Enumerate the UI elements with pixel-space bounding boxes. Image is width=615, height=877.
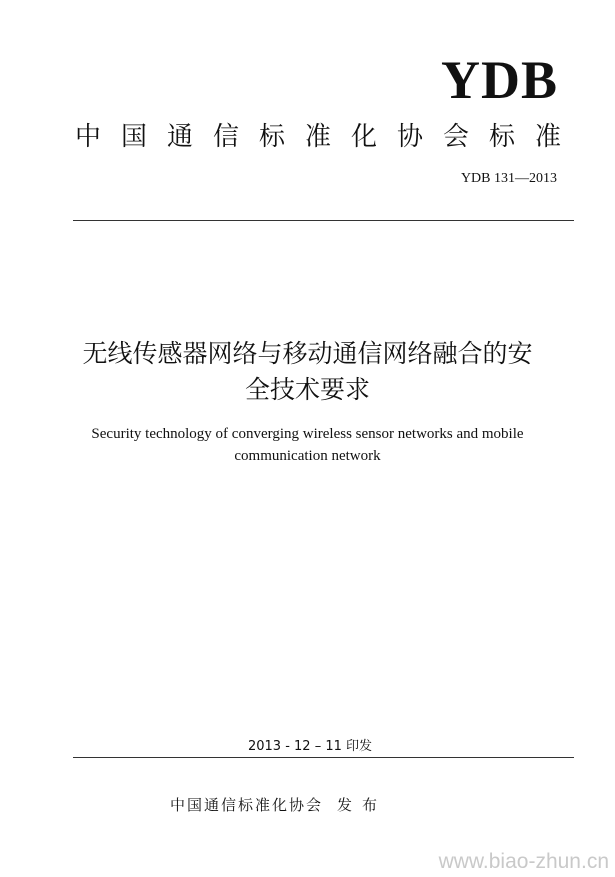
organization-standard-title: 中国通信标准化协会标准 [75,122,582,152]
english-title [40,423,575,467]
english-title-line-2: communication network [234,448,381,464]
publisher-name: 中国通信标准化协会 [170,796,324,814]
top-divider [73,220,574,221]
standard-number: YDB 131—2013 [460,171,557,186]
issue-date: 2013 - 12 – 11 印发 [247,739,373,754]
chinese-title-line-2: 全技术要求 [244,375,370,404]
bottom-divider [73,757,574,758]
publisher-action: 发布 [337,796,388,814]
chinese-title [40,336,575,408]
chinese-title-line-1: 无线传感器网络与移动通信网络融合的安 [82,339,533,368]
english-title-line-1: Security technology of converging wireless sensor networks and mobile [91,426,524,442]
publisher-line [170,794,470,816]
ydb-logo: YDB [440,50,558,110]
site-watermark: www.biao-zhun.cn [438,850,609,873]
